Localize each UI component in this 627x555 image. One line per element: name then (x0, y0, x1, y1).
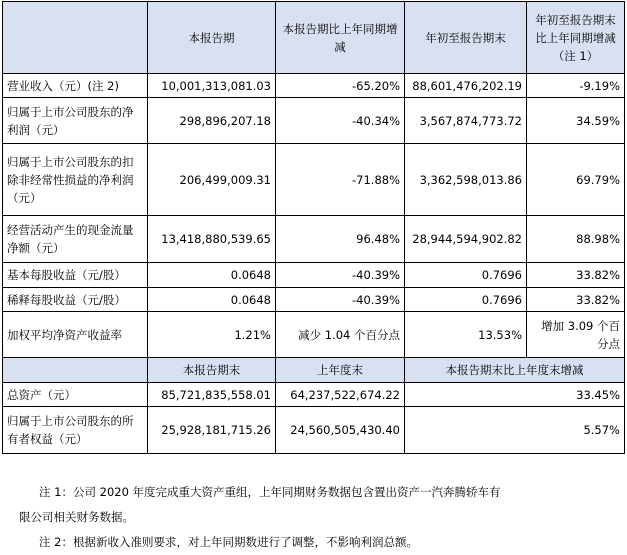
table-row (3, 144, 625, 216)
cell-change: 33.45% (405, 383, 625, 407)
cell-yoy: -40.39% (276, 288, 405, 312)
header-blank-cell (3, 2, 148, 74)
cell-ytd-yoy: 69.79% (527, 144, 625, 216)
table-row (3, 312, 625, 358)
cell-ytd: 28,944,594,902.82 (405, 216, 527, 263)
row-label: 归属于上市公司股东的净利润（元） (3, 98, 148, 144)
row-label: 经营活动产生的现金流量净额（元） (3, 216, 148, 263)
cell-ytd-yoy: 34.59% (527, 98, 625, 144)
cell-yoy: -65.20% (276, 74, 405, 98)
cell-ytd: 13.53% (405, 312, 527, 358)
cell-current: 13,418,880,539.65 (148, 216, 276, 263)
note-1-line-2: 限公司相关财务数据。 (19, 510, 134, 524)
cell-current: 10,001,313,081.03 (148, 74, 276, 98)
row-label: 归属于上市公司股东的所有者权益（元） (3, 407, 148, 454)
header-current-period-end: 本报告期末 (148, 358, 276, 383)
cell-current-end: 85,721,835,558.01 (148, 383, 276, 407)
cell-ytd-yoy: 88.98% (527, 216, 625, 263)
row-label: 归属于上市公司股东的扣除非经常性损益的净利润（元） (3, 144, 148, 216)
header-yoy-change: 本报告期比上年同期增减 (276, 2, 405, 74)
cell-current: 0.0648 (148, 263, 276, 288)
cell-ytd: 0.7696 (405, 263, 527, 288)
table-row (3, 263, 625, 288)
cell-yoy: 减少 1.04 个百分点 (276, 312, 405, 358)
table-row (3, 407, 625, 454)
footnotes (0, 480, 627, 555)
table-row (3, 288, 625, 312)
cell-current: 0.0648 (148, 288, 276, 312)
table-row (3, 98, 625, 144)
row-label: 加权平均净资产收益率 (3, 312, 148, 358)
cell-current: 298,896,207.18 (148, 98, 276, 144)
cell-ytd: 3,567,874,773.72 (405, 98, 527, 144)
cell-ytd: 3,362,598,013.86 (405, 144, 527, 216)
table-header-row (3, 2, 625, 74)
row-label: 稀释每股收益（元/股） (3, 288, 148, 312)
note-2: 注 2：根据新收入准则要求，对上年同期数进行了调整，不影响利润总额。 (39, 535, 418, 549)
row-label: 基本每股收益（元/股） (3, 263, 148, 288)
header-blank-cell (3, 358, 148, 383)
header-ytd-yoy-change: 年初至报告期末比上年同期增减（注 1） (527, 2, 625, 74)
cell-current-end: 25,928,181,715.26 (148, 407, 276, 454)
cell-ytd: 0.7696 (405, 288, 527, 312)
financial-data-table (2, 1, 625, 454)
header-period-end-change: 本报告期末比上年度末增减 (405, 358, 625, 383)
cell-ytd-yoy: 增加 3.09 个百分点 (527, 312, 625, 358)
note-1-line-1: 注 1：公司 2020 年度完成重大资产重组，上年同期财务数据包含置出资产一汽奔腾轿车有 (39, 485, 501, 499)
cell-yoy: -40.34% (276, 98, 405, 144)
cell-current: 206,499,009.31 (148, 144, 276, 216)
header-ytd: 年初至报告期末 (405, 2, 527, 74)
table-row (3, 383, 625, 407)
cell-ytd-yoy: -9.19% (527, 74, 625, 98)
table-row (3, 74, 625, 98)
row-label: 总资产（元） (3, 383, 148, 407)
cell-yoy: -71.88% (276, 144, 405, 216)
cell-current: 1.21% (148, 312, 276, 358)
table-row (3, 216, 625, 263)
cell-prior-end: 24,560,505,430.40 (276, 407, 405, 454)
cell-prior-end: 64,237,522,674.22 (276, 383, 405, 407)
cell-yoy: 96.48% (276, 216, 405, 263)
cell-yoy: -40.39% (276, 263, 405, 288)
table2-header-row (3, 358, 625, 383)
cell-ytd: 88,601,476,202.19 (405, 74, 527, 98)
cell-ytd-yoy: 33.82% (527, 263, 625, 288)
header-current-period: 本报告期 (148, 2, 276, 74)
header-prior-year-end: 上年度末 (276, 358, 405, 383)
cell-ytd-yoy: 33.82% (527, 288, 625, 312)
row-label: 营业收入（元）(注 2) (3, 74, 148, 98)
cell-change: 5.57% (405, 407, 625, 454)
